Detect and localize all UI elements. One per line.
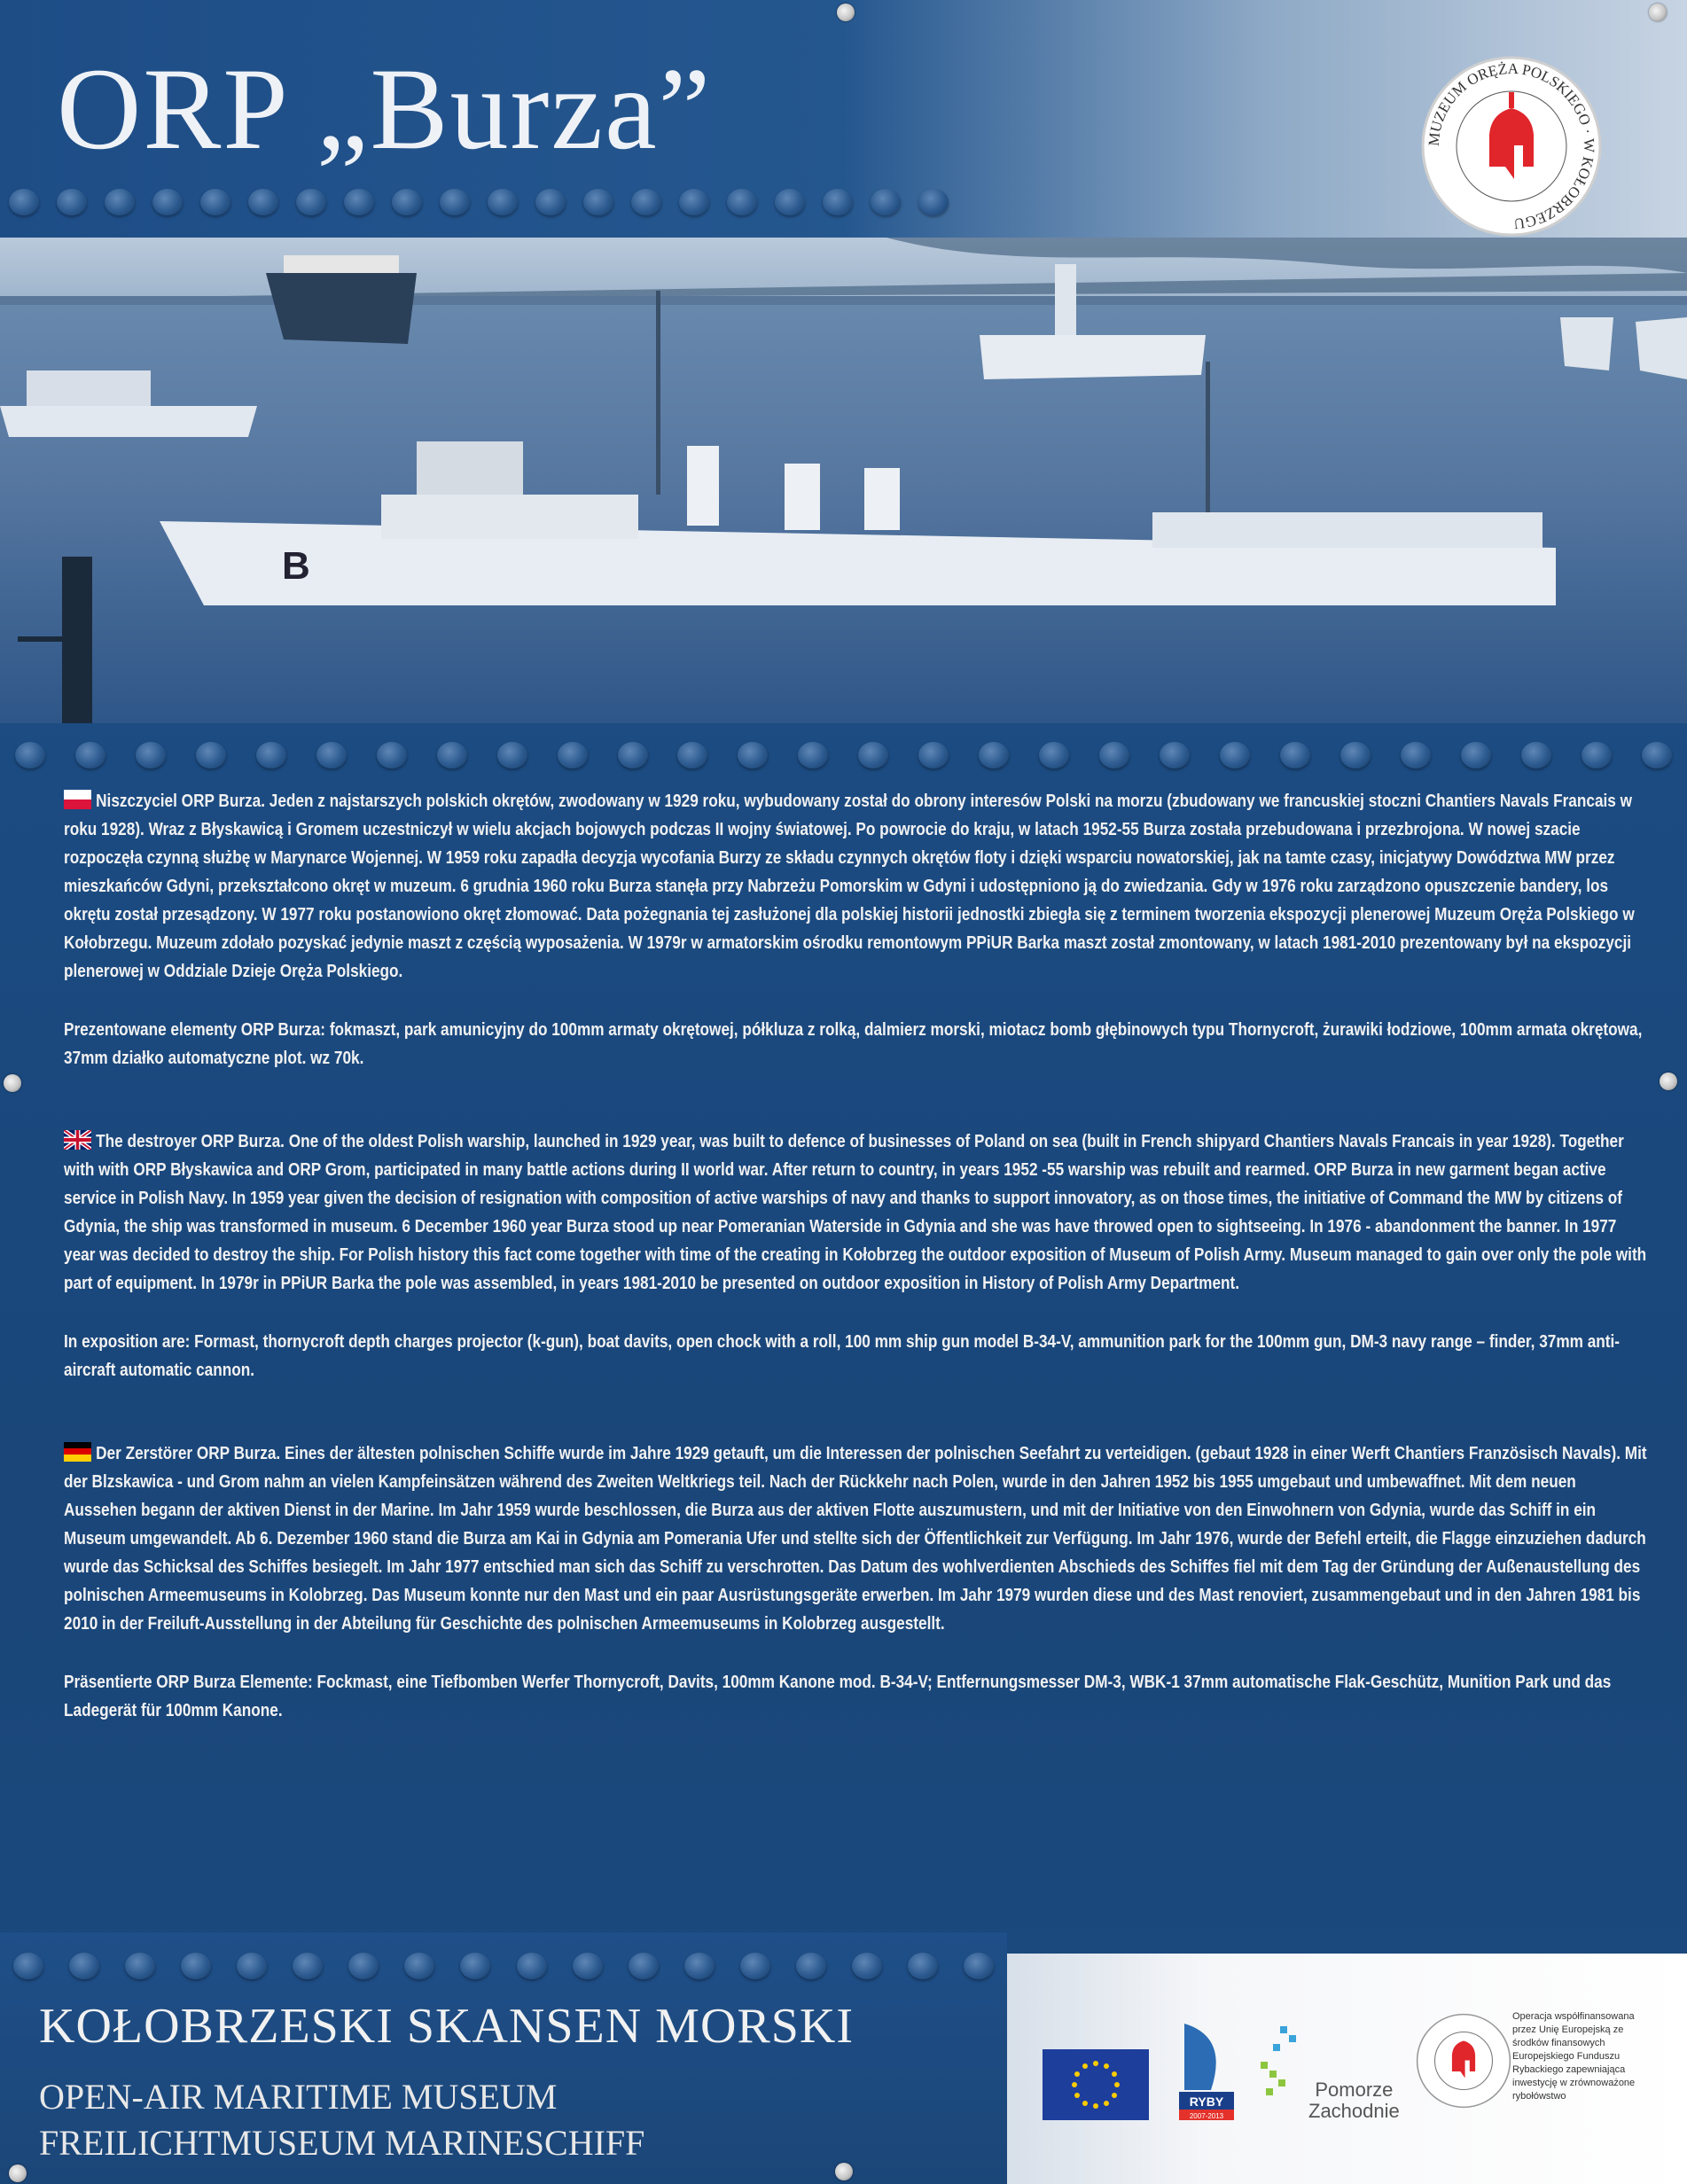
svg-text:B: B (282, 544, 310, 588)
rivet-row-middle (0, 737, 1687, 773)
museum-name-polish: KOŁOBRZESKI SKANSEN MORSKI (39, 1999, 854, 2054)
screw (9, 2164, 27, 2182)
ryby-text: RYBY (1189, 2094, 1224, 2109)
german-body: Der Zerstörer ORP Burza. Eines der ältesten polnischen Schiffe wurde im Jahre 1929 getauft, um die Interessen der polnischen Seefahrt zu verteidigen. (gebaut 1928 in einer Werft Chantiers Französisch Navals). Mit der Blzskawica - und Grom nahm an vielen Kampfeinsätzen während des Zweiten Weltkriegs teil. Nach der Rückkehr nach Polen, wurde in den Jahren 1952 bis 1955 umgebaut und umbewaffnet. Mit dem neuen Aussehen begann der aktiven Dienst in der Marine. Im Jahr 1959 wurde beschlossen, die Burza aus der aktiven Flotte auszumustern, und mit der Initiative von den Einwohnern von Gdynia, wurde das Schiff in ein Museum umgewandelt. Ab 6. Dezember 1960 stand die Burza am Kai in Gdynia am Pomerania Ufer und stellte sich der Öffentlichkeit zur Verfügung. Im Jahr 1976, wurde der Befehl erteilt, die Flagge einzuziehen dadurch wurde das Schicksal des Schiffes besiegelt. Im Jahr 1977 entschied man sich das Schiff zu verschrotten. Das Datum des wohlverdienten Abschieds des Schiffes fiel mit dem Tag der Gründung der Außenaustellung des polnischen Armeemuseums in Kolobrzeg. Das Museum konnte nur den Mast und ein paar Ausrüstungsgeräte erwerben. Im Jahr 1979 wurden diese und des Mast renoviert, zusammengebaut und in den Jahren 1981 bis 2010 in der Freiluft-Ausstellung in der Abteilung für Geschichte des polnischen Armeemuseums in Kolobrzeg ausgestellt. (64, 1444, 1647, 1634)
footer (0, 1932, 1687, 2184)
museum-logo-small (1415, 2012, 1512, 2110)
poland-flag-icon (64, 790, 91, 809)
german-exhibits: Präsentierte ORP Burza Elemente: Fockmast, eine Tiefbomben Werfer Thornycroft, Davits, 100mm Kanone mod. B-34-V; Entfernungsmesser DM-3, WBK-1 37mm automatische Flak-Geschütz, Munition Park und das Ladegerät für 100mm Kanone. (64, 1673, 1612, 1720)
section-polish (64, 787, 1650, 986)
text-content (64, 787, 1647, 1725)
screw (4, 1074, 21, 1092)
ryby-logo (1175, 2019, 1238, 2126)
museum-name-german: FREILICHTMUSEUM MARINESCHIFF (39, 2123, 645, 2163)
museum-name-english: OPEN-AIR MARITIME MUSEUM (39, 2077, 558, 2117)
polish-body: Niszczyciel ORP Burza. Jeden z najstarszych polskich okrętów, zwodowany w 1929 roku, wybudowany został do obrony interesów Polski na morzu (zbudowany we francuskiej stoczni Chantiers Navals Francais w roku 1928). Wraz z Błyskawicą i Gromem uczestniczył w wielu akcjach bojowych podczas II wojny światowej. Po powrocie do kraju, w latach 1952-55 Burza została przebudowana i przezbrojona. W nowej szacie rozpoczęła czynną służbę w Marynarce Wojennej. W 1959 roku zapadła decyzja wycofania Burzy ze składu czynnych okrętów floty i dzięki wsparciu nowatorskiej, jak na tamte czasy, inicjatywy Dowództwa MW przez mieszkańców Gdyni, przekształcono okręt w muzeum. 6 grudnia 1960 roku Burza stanęła przy Nabrzeżu Pomorskim w Gdyni i udostępniono ją do zwiedzania. Gdy w 1976 roku zarządzono opuszczenie bandery, los okrętu został przesądzony. W 1977 roku postanowiono okręt złomować. Data pożegnania tej zasłużonej dla polskiej historii jednostki zbiegła się z terminem tworzenia ekspozycji plenerowej Muzeum Oręża Polskiego w Kołobrzegu. Muzeum zdołało pozyskać jedynie maszt z częścią wyposażenia. W 1979r w armatorskim ośrodku remontowym PPiUR Barka maszt został zmontowany, w latach 1981-2010 prezentowany był na ekspozycji plenerowej w Oddziale Dzieje Oręża Polskiego. (64, 792, 1635, 981)
screw (1649, 4, 1667, 21)
cofinancing-note: Operacja współfinansowana przez Unię Europejską ze środków finansowych Europejskiego Funduszu Rybackiego zapewniająca inwestycję w zrównoważone rybołówstwo (1512, 2011, 1636, 2102)
germany-flag-icon (64, 1442, 91, 1462)
uk-flag-icon (64, 1130, 91, 1150)
historic-photo-destroyer (0, 238, 1687, 723)
section-german (64, 1439, 1650, 1638)
section-english (64, 1127, 1650, 1298)
screw (1660, 1072, 1677, 1090)
english-body: The destroyer ORP Burza. One of the oldest Polish warship, launched in 1929 year, was built to defence of businesses of Poland on sea (built in French shipyard Chantiers Navals Francais in year 1928). Together with with ORP Błyskawica and ORP Grom, participated in many battle actions during II world war. After return to country, in years 1952 -55 warship was rebuilt and rearmed. ORP Burza in new garment began active service in Polish Navy. In 1959 year given the decision of resignation with composition of active warships of navy and thanks to support innovatory, as on those times, the initiative of Command the MW by citizens of Gdynia, the ship was transformed in museum. 6 December 1960 year Burza stood up near Pomeranian Waterside in Gdynia and she was have throwed open to sightseeing. In 1976 - abandonment the banner. In 1977 year was decided to destroy the ship. For Polish history this fact come together with time of the creating in Kołobrzeg the outdoor exposition of Museum of Polish Army. Museum managed to gain over only the pole with part of equipment. In 1979r in PPiUR Barka the pole was assembled, in years 1981-2010 be presented on outdoor exposition in History of Polish Army Department. (64, 1132, 1647, 1293)
museum-logo (1418, 53, 1605, 239)
footer-sponsors (1007, 1954, 1687, 2184)
rivet-row-top (0, 184, 957, 220)
pomorze-zachodnie-mark (1248, 2023, 1310, 2120)
screw (835, 2163, 853, 2180)
ryby-years: 2007-2013 (1189, 2112, 1224, 2120)
logo-ring-text: MUZEUM ORĘŻA POLSKIEGO · W KOŁOBRZEGU (1425, 59, 1598, 233)
page-title: ORP „Burza” (57, 43, 713, 174)
screw (837, 4, 855, 21)
rivet-row-bottom (0, 1948, 1007, 1984)
polish-exhibits: Prezentowane elementy ORP Burza: fokmaszt, park amunicyjny do 100mm armaty okrętowej, półkluza z rolką, dalmierz morski, miotacz bomb głębinowych typu Thornycroft, żurawiki łodziowe, 100mm armata okrętowa, 37mm działko automatyczne plot. wz 70k. (64, 1020, 1643, 1068)
english-exhibits: In exposition are: Formast, thornycroft depth charges projector (k-gun), boat davits, open chock with a roll, 100 mm ship gun model B-34-V, ammunition park for the 100mm gun, DM-3 navy range – finder, 37mm anti-aircraft automatic cannon. (64, 1332, 1621, 1380)
eu-flag-icon (1043, 2049, 1149, 2120)
footer-museum-names (0, 1932, 1007, 2184)
pomorze-zachodnie-text: Pomorze Zachodnie (1308, 2079, 1400, 2122)
